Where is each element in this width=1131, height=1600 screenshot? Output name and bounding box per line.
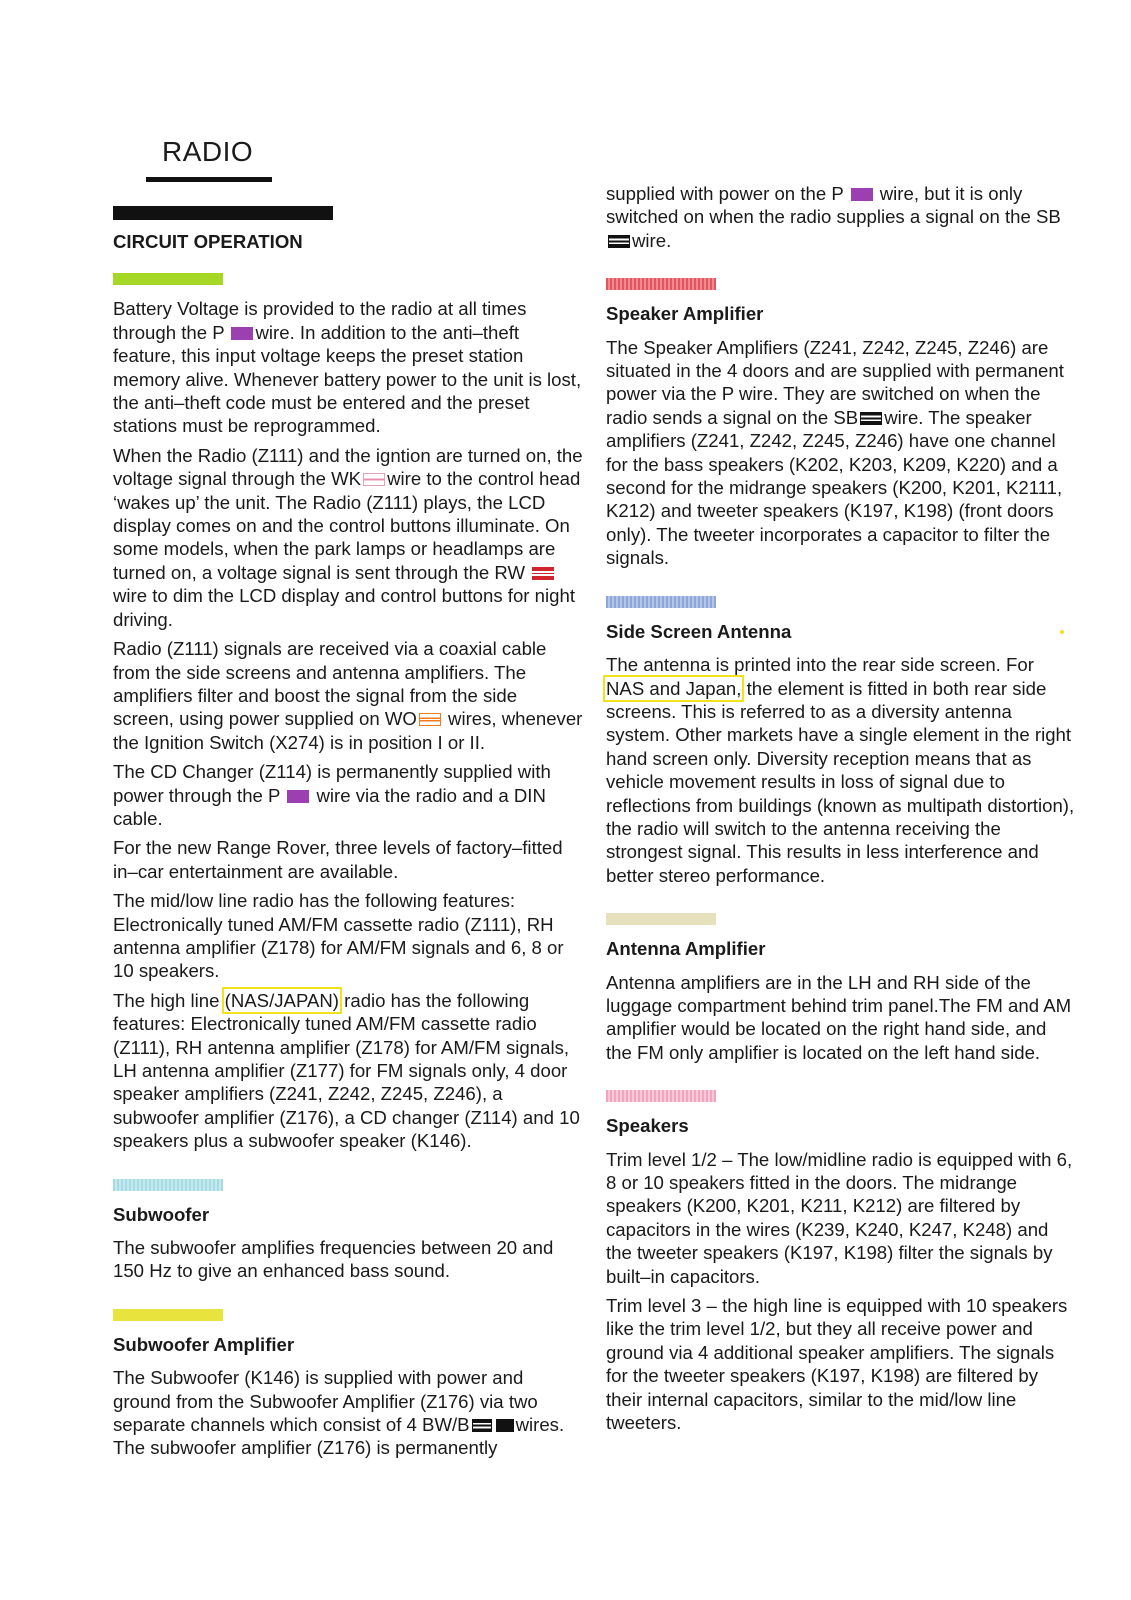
speakers-trim-1-2-paragraph: Trim level 1/2 – The low/midline radio is equipped with 6, 8 or 10 speakers fitted in the doors. The midrange speakers (K200, K201, K211, K212) are filtered by capacitors in the wires (K239, K240, K247, K248) and the tweeter speakers (K197, K198) filter the signals by built–in capacitors.: [606, 1148, 1073, 1287]
antenna-amplifier-section: [606, 913, 1076, 1064]
side-screen-antenna-heading: Side Screen Antenna: [606, 620, 792, 642]
speaker-amplifier-heading: Speaker Amplifier: [606, 303, 764, 325]
slate-black-wire-icon: [608, 235, 630, 248]
right-column: [606, 182, 1076, 1440]
black-wire-icon: [496, 1419, 514, 1432]
purple-wire-icon: [231, 327, 253, 340]
purple-wire-icon: [287, 790, 309, 803]
speakers-trim-3-paragraph: Trim level 3 – the high line is equipped with 10 speakers like the trim level 1/2, but they all receive power and ground via 4 additional speaker amplifiers. The signals for the tweeter speakers (K197, K198) are filtered by their internal capacitors, similar to the mid/low line tweeters.: [606, 1295, 1068, 1434]
speakers-section: [606, 1090, 1076, 1434]
left-column: [113, 206, 583, 1466]
speakers-heading: Speakers: [606, 1115, 689, 1137]
antenna-amplifier-paragraph: Antenna amplifiers are in the LH and RH side of the luggage compartment behind trim panel.The FM and AM amplifier would be located on the right hand side, and the FM only amplifier is located on the left hand side.: [606, 971, 1072, 1063]
side-screen-antenna-paragraph: The antenna is printed into the rear side screen. For NAS and Japan, the element is fitted in both rear side screens. This is referred to as a diversity antenna system. Other markets have a single element in the right hand screen only. Diversity reception means that as vehicle movement results in loss of signal due to reflections from buildings (known as multipath distortion), the radio will switch to the antenna receiving the strongest signal. This results in less interference and better stereo performance.: [606, 654, 1075, 886]
subwoofer-heading: Subwoofer: [113, 1203, 210, 1225]
khaki-color-bar: [606, 913, 716, 925]
lime-color-bar: [113, 273, 223, 285]
entertainment-levels-paragraph: For the new Range Rover, three levels of factory–fitted in–car entertainment are available.: [113, 837, 563, 882]
side-screen-antenna-section: [606, 596, 1076, 887]
subwoofer-amplifier-paragraph: The Subwoofer (K146) is supplied with power and ground from the Subwoofer Amplifier (Z176) via two separate channels which consist of 4 BW/B wires. The subwoofer amplifier (Z176) is permanently: [113, 1367, 565, 1459]
subwoofer-amplifier-heading: Subwoofer Amplifier: [113, 1333, 295, 1355]
highlighted-text: NAS and Japan,: [606, 677, 742, 699]
highlighted-text: (NAS/JAPAN): [224, 989, 339, 1011]
subwoofer-section: [113, 1179, 583, 1283]
slate-black-wire-icon: [860, 412, 882, 425]
circuit-operation-heading: CIRCUIT OPERATION: [113, 231, 303, 252]
yellow-color-bar: [113, 1309, 223, 1321]
mid-low-line-paragraph: The mid/low line radio has the following features: Electronically tuned AM/FM cassette radio (Z111), RH antenna amplifier (Z178) for AM/FM signals and 6, 8 or 10 speakers.: [113, 890, 564, 982]
continuation-paragraph: supplied with power on the P wire, but it is only switched on when the radio supplies a signal on the SB wire.: [606, 183, 1061, 251]
ignition-paragraph: When the Radio (Z111) and the igntion are turned on, the voltage signal through the WK wire to the control head ‘wakes up’ the unit. The Radio (Z111) plays, the LCD display comes on and the control buttons illuminate. On some models, when the park lamps or headlamps are turned on, a voltage signal is sent through the RW wire to dim the LCD display and control buttons for night driving.: [113, 444, 583, 630]
cyan-color-bar: [113, 1179, 223, 1191]
page-title: RADIO: [162, 136, 254, 167]
cd-changer-paragraph: The CD Changer (Z114) is permanently supplied with power through the P wire via the radio and a DIN cable.: [113, 761, 551, 829]
red-white-wire-icon: [532, 567, 554, 580]
battery-voltage-paragraph: Battery Voltage is provided to the radio at all times through the P wire. In addition to the anti–theft feature, this input voltage keeps the preset station memory alive. Whenever battery power to the unit is lost, the anti–theft code must be entered and the preset stations must be reprogrammed.: [113, 298, 582, 437]
subwoofer-paragraph: The subwoofer amplifies frequencies between 20 and 150 Hz to give an enhanced bass sound.: [113, 1237, 554, 1282]
white-orange-wire-icon: [419, 713, 441, 726]
red-color-bar: [606, 278, 716, 290]
radio-signals-paragraph: Radio (Z111) signals are received via a coaxial cable from the side screens and antenna amplifiers. The amplifiers filter and boost the signal from the side screen, using power supplied on WO wires, whenever the Ignition Switch (X274) is in position I or II.: [113, 638, 583, 753]
section-black-bar: [113, 206, 333, 220]
speaker-amplifier-paragraph: The Speaker Amplifiers (Z241, Z242, Z245, Z246) are situated in the 4 doors and are supplied with permanent power via the P wire. They are switched on when the radio sends a signal on the SB wire. The speaker amplifiers (Z241, Z242, Z245, Z246) have one channel for the bass speakers (K202, K203, K209, K220) and a second for the midrange speakers (K200, K201, K2111, K212) and tweeter speakers (K197, K198) (front doors only). The tweeter incorporates a capacitor to filter the signals.: [606, 336, 1064, 569]
title-underline: [146, 177, 272, 182]
black-white-wire-icon: [472, 1419, 492, 1432]
highlight-mark: [1060, 630, 1064, 634]
high-line-paragraph: The high line (NAS/JAPAN) radio has the following features: Electronically tuned AM/FM cassette radio (Z111), RH antenna amplifier (Z178) for AM/FM signals, LH antenna amplifier (Z177) for FM signals only, 4 door speaker amplifiers (Z241, Z242, Z245, Z246), a subwoofer amplifier (Z176), a CD changer (Z114) and 10 speakers plus a subwoofer speaker (K146).: [113, 989, 580, 1152]
speaker-amplifier-section: [606, 278, 1076, 569]
antenna-amplifier-heading: Antenna Amplifier: [606, 938, 766, 960]
subwoofer-amplifier-section: [113, 1309, 583, 1460]
blue-color-bar: [606, 596, 716, 608]
purple-wire-icon: [851, 188, 873, 201]
pink-color-bar: [606, 1090, 716, 1102]
white-pink-wire-icon: [363, 473, 385, 486]
